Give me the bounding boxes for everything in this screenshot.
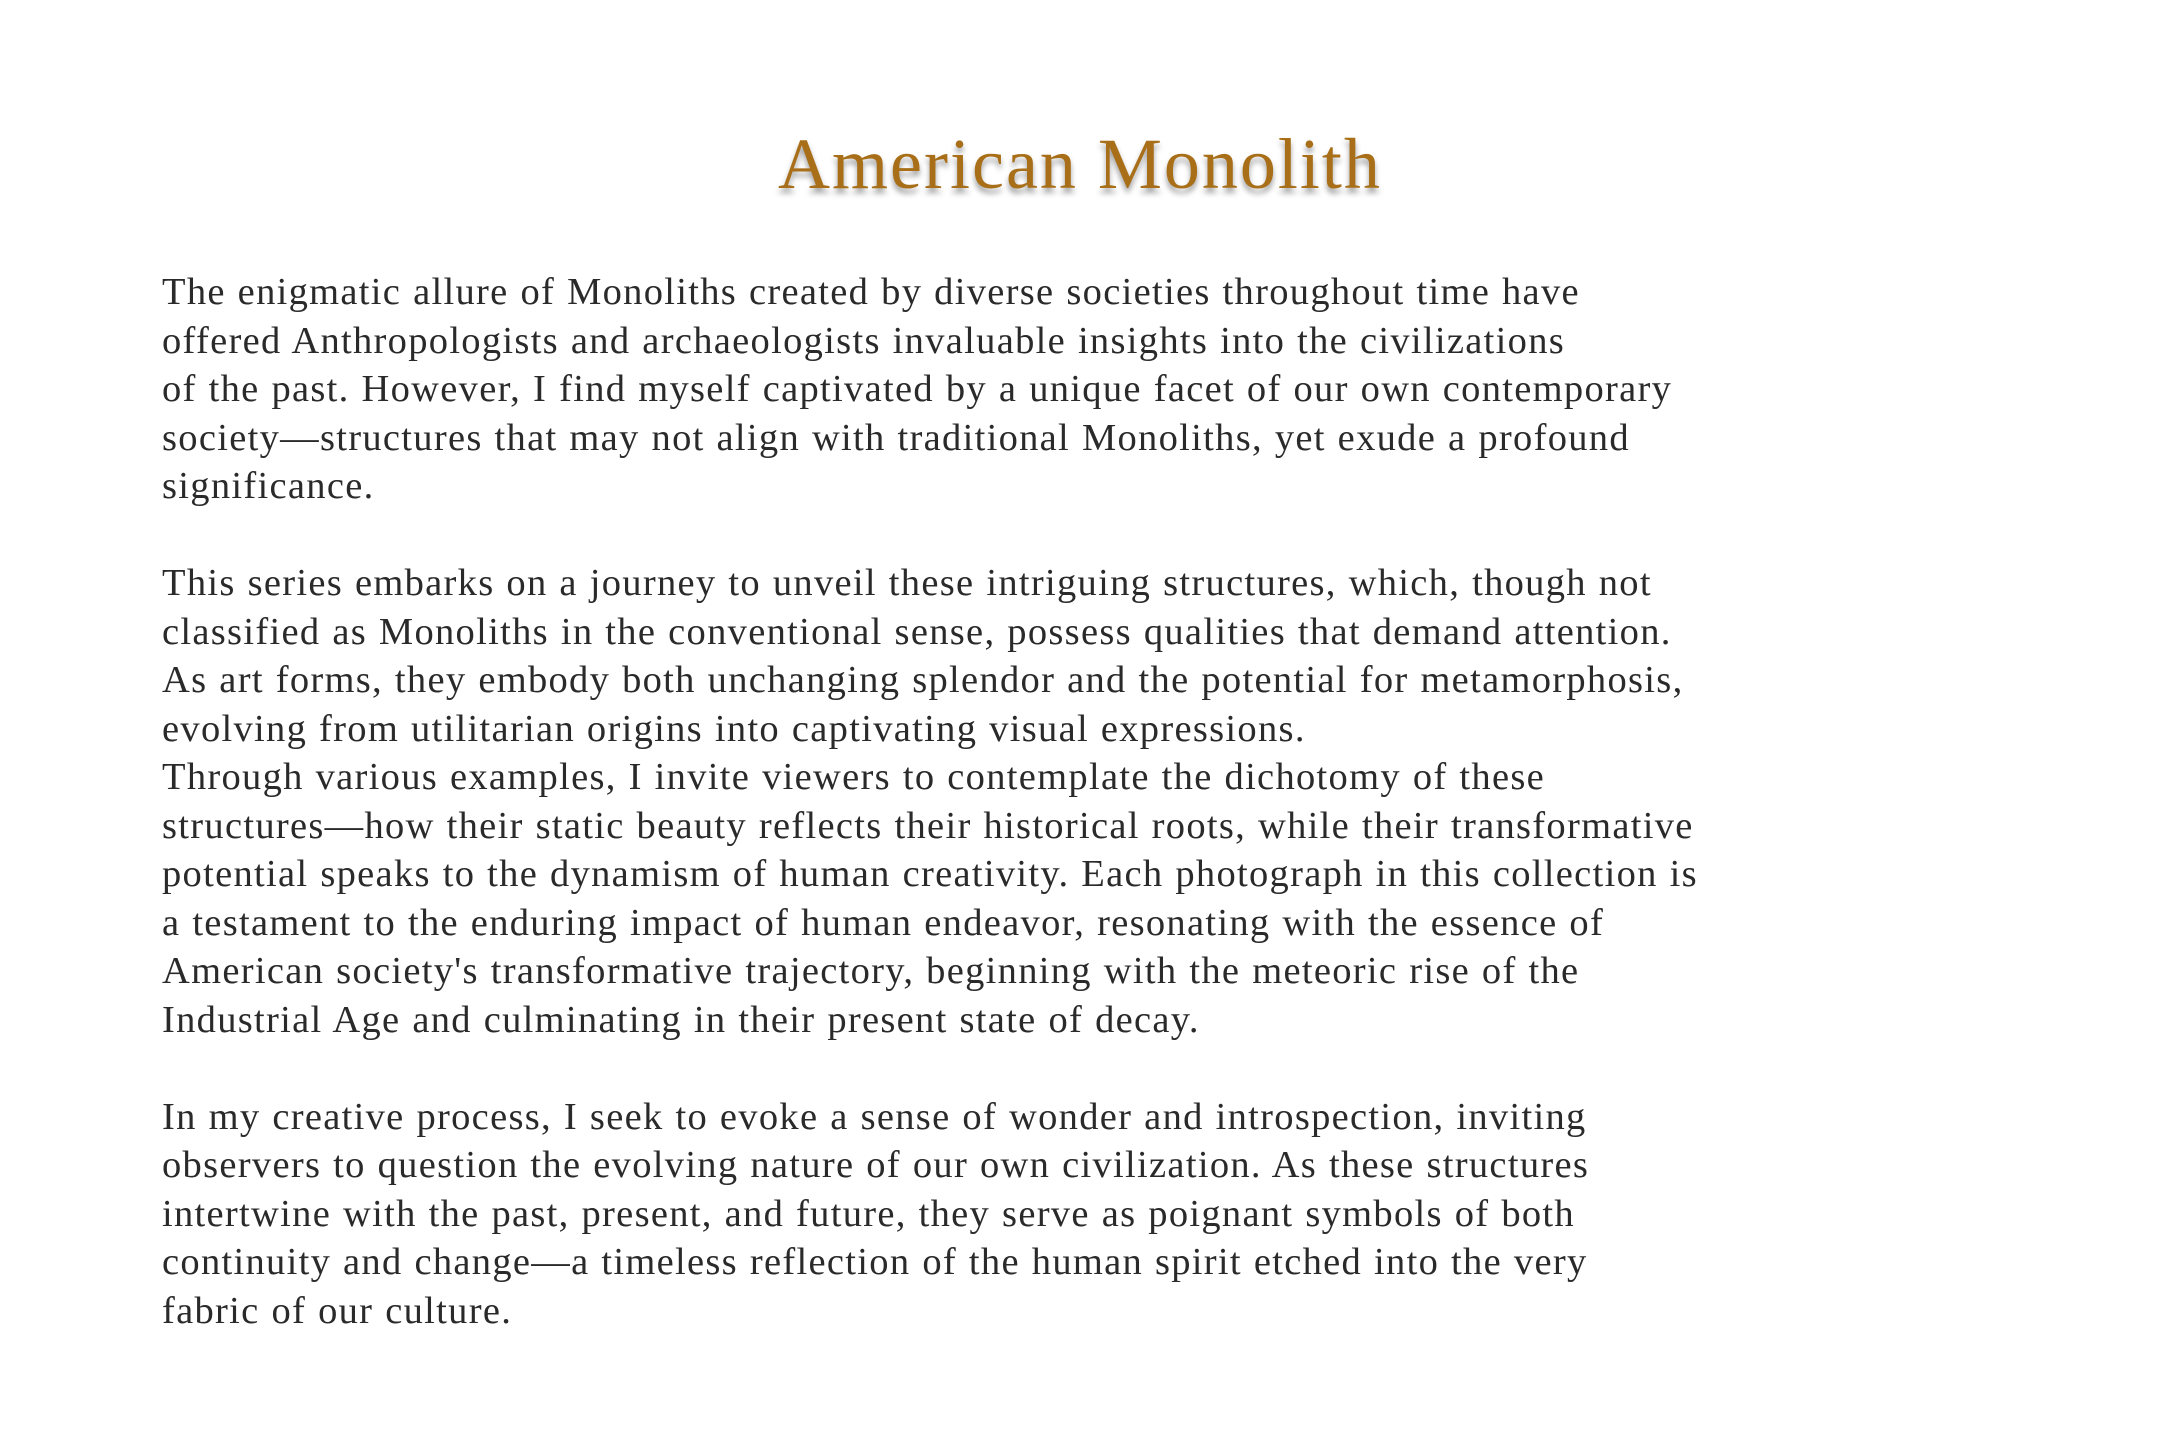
text-line: a testament to the enduring impact of human endeavor, resonating with the essence of xyxy=(162,901,1605,944)
text-line: continuity and change—a timeless reflection of the human spirit etched into the very xyxy=(162,1241,1588,1283)
text-line: offered Anthropologists and archaeologists invaluable insights into the civilizations xyxy=(162,319,1566,362)
text-line: As art forms, they embody both unchanging splendor and the potential for metamorphosis, xyxy=(162,659,1684,701)
paragraph-gap xyxy=(162,1044,2062,1093)
text-line: classified as Monoliths in the conventional sense, possess qualities that demand attention. xyxy=(162,610,1672,653)
text-line: evolving from utilitarian origins into captivating visual expressions. xyxy=(162,707,1306,750)
text-line: Industrial Age and culminating in their present state of decay. xyxy=(162,998,1200,1041)
text-line: of the past. However, I find myself captivated by a unique facet of our own contemporary xyxy=(162,368,1673,410)
text-line: This series embarks on a journey to unveil these intriguing structures, which, though not xyxy=(162,562,1652,604)
paragraph-gap xyxy=(162,511,2062,560)
text-line: potential speaks to the dynamism of human creativity. Each photograph in this collection is xyxy=(162,853,1698,895)
text-line: American society's transformative trajectory, beginning with the meteoric rise of the xyxy=(162,950,1580,992)
text-line: structures—how their static beauty reflects their historical roots, while their transformative xyxy=(162,804,1694,847)
text-line: significance. xyxy=(162,465,375,507)
text-line: In my creative process, I seek to evoke a sense of wonder and introspection, inviting xyxy=(162,1095,1587,1138)
page-title: American Monolith xyxy=(778,124,1382,204)
text-line: fabric of our culture. xyxy=(162,1289,513,1332)
text-line: observers to question the evolving nature of our own civilization. As these structures xyxy=(162,1144,1590,1186)
text-line: intertwine with the past, present, and future, they serve as poignant symbols of both xyxy=(162,1192,1575,1235)
text-line: society—structures that may not align with traditional Monoliths, yet exude a profound xyxy=(162,416,1630,459)
text-line: Through various examples, I invite viewers to contemplate the dichotomy of these xyxy=(162,756,1546,798)
text-line: The enigmatic allure of Monoliths created by diverse societies throughout time have xyxy=(162,271,1580,313)
statement-body xyxy=(162,268,2062,1335)
